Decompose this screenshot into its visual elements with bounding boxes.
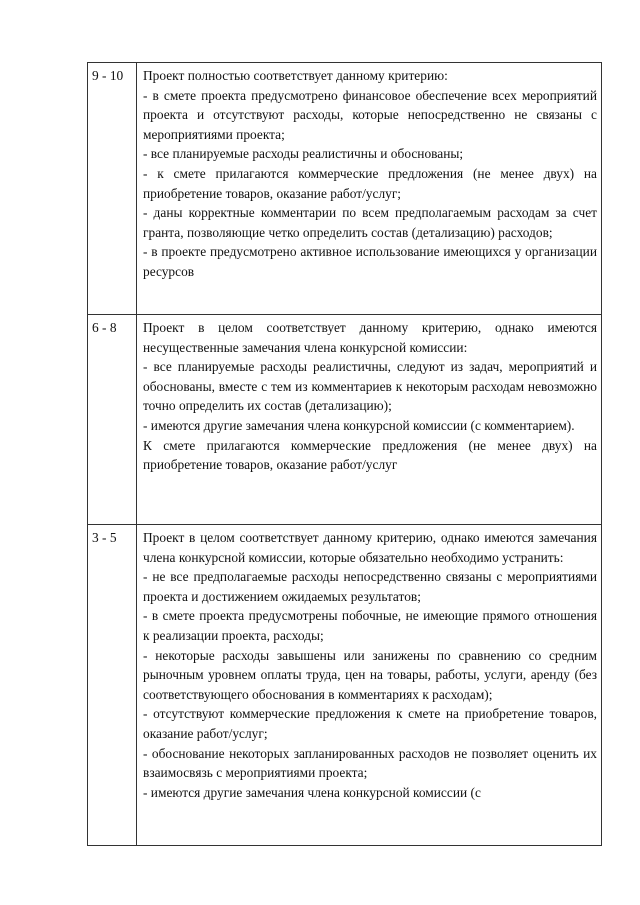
criteria-table bbox=[87, 62, 602, 846]
criterion-item: - в смете проекта предусмотрено финансовое обеспечение всех мероприятий проекта и отсутствуют расходы, которые непосредственно не связаны с мероприятиями проекта; bbox=[143, 87, 597, 142]
criterion-item: - даны корректные комментарии по всем предполагаемым расходам за счет гранта, позволяющие четко определить состав (детализацию) расходов; bbox=[143, 205, 597, 240]
criterion-item: - все планируемые расходы реалистичны и обоснованы; bbox=[143, 146, 464, 162]
criterion-item: - обоснование некоторых запланированных расходов не позволяет оценить их взаимосвязь с мероприятиями проекта; bbox=[143, 745, 597, 781]
score-cell: 6 - 8 bbox=[88, 315, 137, 525]
criterion-intro: Проект в целом соответствует данному критерию, однако имеются замечания члена конкурсной комиссии, которые обязательно необходимо устранить: bbox=[143, 530, 597, 565]
criterion-item: - отсутствуют коммерческие предложения к смете на приобретение товаров, оказание работ/услуг; bbox=[143, 706, 597, 741]
criterion-item: - все планируемые расходы реалистичны, следуют из задач, мероприятий и обоснованы, вместе с тем из комментариев к некоторым расходам невозможно точно определить их состав (детализацию); bbox=[143, 359, 597, 414]
criterion-item: - имеются другие замечания члена конкурсной комиссии (с bbox=[143, 784, 481, 800]
table-row bbox=[88, 315, 602, 525]
criterion-item: - к смете прилагаются коммерческие предложения (не менее двух) на приобретение товаров, оказание работ/услуг; bbox=[143, 165, 597, 201]
score-cell: 3 - 5 bbox=[88, 525, 137, 846]
criterion-item: - в проекте предусмотрено активное использование имеющихся у организации ресурсов bbox=[143, 244, 597, 279]
criterion-item: - в смете проекта предусмотрены побочные, не имеющие прямого отношения к реализации проекта, расходы; bbox=[143, 608, 597, 643]
description-cell bbox=[137, 525, 602, 846]
table-row bbox=[88, 63, 602, 315]
criterion-intro: Проект полностью соответствует данному критерию: bbox=[143, 68, 448, 83]
table-row bbox=[88, 525, 602, 846]
criterion-item: - имеются другие замечания члена конкурсной комиссии (с комментарием). bbox=[143, 417, 575, 433]
criterion-closing: К смете прилагаются коммерческие предложения (не менее двух) на приобретение товаров, оказание работ/услуг bbox=[143, 437, 597, 473]
criterion-item: - некоторые расходы завышены или занижены по сравнению со средним рыночным уровнем оплаты труда, цен на товары, работы, услуги, аренду (без соответствующего обоснования в комментариях к расходам); bbox=[143, 647, 597, 702]
score-cell: 9 - 10 bbox=[88, 63, 137, 315]
criterion-intro: Проект в целом соответствует данному критерию, однако имеются несущественные замечания члена конкурсной комиссии: bbox=[143, 320, 597, 355]
criterion-item: - не все предполагаемые расходы непосредственно связаны с мероприятиями проекта и достижением ожидаемых результатов; bbox=[143, 569, 597, 604]
description-cell bbox=[137, 63, 602, 315]
description-cell bbox=[137, 315, 602, 525]
